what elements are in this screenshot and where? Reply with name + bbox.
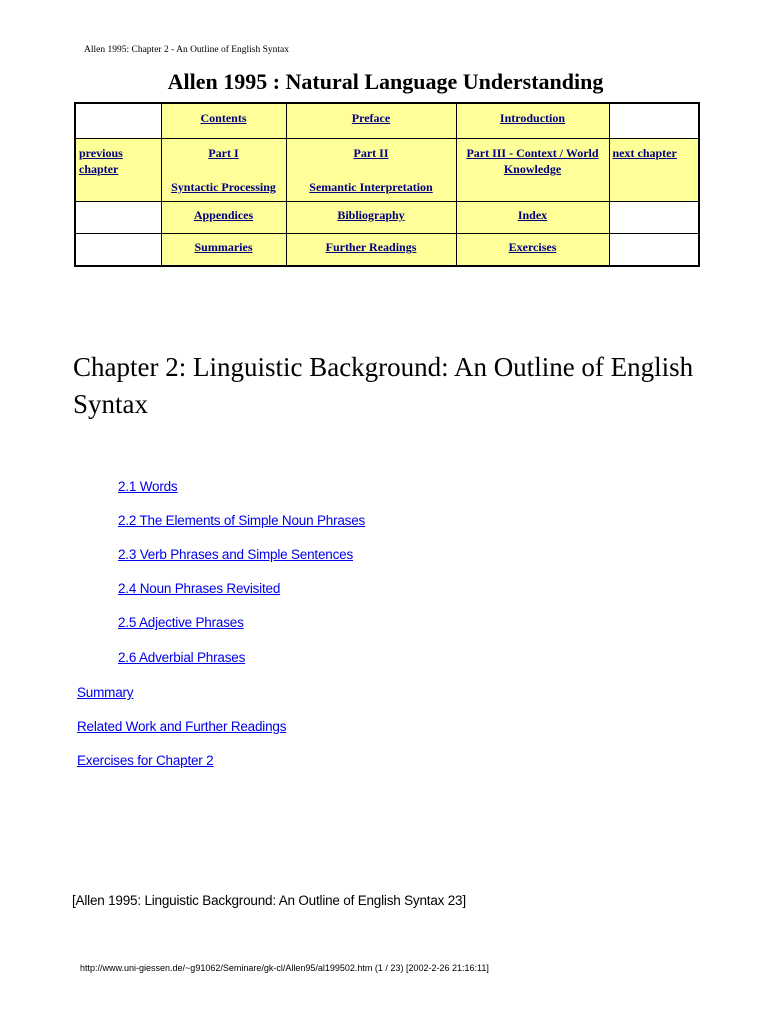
toc-link-adjective-phrases[interactable]: 2.5 Adjective Phrases	[118, 615, 244, 630]
previous-chapter-link[interactable]: previous chapter	[79, 146, 123, 176]
toc-link-noun-phrases[interactable]: 2.2 The Elements of Simple Noun Phrases	[118, 513, 366, 528]
semantic-interpretation-link[interactable]: Semantic Interpretation	[309, 180, 433, 194]
nav-cell-contents	[161, 103, 286, 139]
nav-cell-part3	[456, 139, 609, 202]
syntactic-processing-link[interactable]: Syntactic Processing	[171, 180, 276, 194]
part2-link[interactable]: Part II	[353, 146, 389, 160]
nav-empty-cell	[609, 234, 699, 267]
preface-link[interactable]: Preface	[351, 111, 391, 125]
toc-link-summary[interactable]: Summary	[77, 685, 134, 700]
next-chapter-link[interactable]: next chapter	[612, 146, 677, 160]
nav-empty-cell	[609, 202, 699, 234]
introduction-link[interactable]: Introduction	[499, 111, 566, 125]
toc-link-words[interactable]: 2.1 Words	[118, 479, 178, 494]
index-link[interactable]: Index	[517, 208, 548, 222]
navigation-table	[74, 102, 700, 267]
toc-link-noun-phrases-revisited[interactable]: 2.4 Noun Phrases Revisited	[118, 581, 281, 596]
nav-cell-introduction	[456, 103, 609, 139]
further-readings-link[interactable]: Further Readings	[325, 240, 417, 254]
part1-link[interactable]: Part I	[208, 146, 239, 160]
nav-cell-index	[456, 202, 609, 234]
page-citation: [Allen 1995: Linguistic Background: An Outline of English Syntax 23]	[72, 893, 466, 908]
chapter-title: Chapter 2: Linguistic Background: An Outline of English Syntax	[73, 352, 694, 419]
toc-link-exercises[interactable]: Exercises for Chapter 2	[77, 753, 214, 768]
nav-cell-further-readings	[286, 234, 456, 267]
nav-empty-cell	[75, 103, 161, 139]
toc-link-verb-phrases[interactable]: 2.3 Verb Phrases and Simple Sentences	[118, 547, 354, 562]
exercises-link[interactable]: Exercises	[508, 240, 557, 254]
appendices-link[interactable]: Appendices	[193, 208, 254, 222]
nav-cell-part1	[161, 139, 286, 202]
nav-empty-cell	[75, 234, 161, 267]
nav-empty-cell	[75, 202, 161, 234]
nav-cell-summaries	[161, 234, 286, 267]
bibliography-link[interactable]: Bibliography	[337, 208, 405, 222]
nav-cell-bibliography	[286, 202, 456, 234]
running-head: Allen 1995: Chapter 2 - An Outline of English Syntax	[84, 45, 290, 55]
toc-link-adverbial-phrases[interactable]: 2.6 Adverbial Phrases	[118, 650, 246, 665]
footer-url: http://www.uni-giessen.de/~g91062/Seminare/gk-cl/Allen95/al199502.htm (1 / 23) [2002-2-26 21:16:11]	[80, 963, 489, 973]
nav-cell-appendices	[161, 202, 286, 234]
nav-cell-next	[609, 139, 699, 202]
contents-link[interactable]: Contents	[200, 111, 247, 125]
nav-cell-previous	[75, 139, 161, 202]
toc-link-related-work[interactable]: Related Work and Further Readings	[77, 719, 287, 734]
book-title: Allen 1995 : Natural Language Understanding	[167, 69, 604, 94]
nav-cell-part2	[286, 139, 456, 202]
nav-empty-cell	[609, 103, 699, 139]
summaries-link[interactable]: Summaries	[194, 240, 253, 254]
nav-cell-exercises	[456, 234, 609, 267]
nav-cell-preface	[286, 103, 456, 139]
part3-link[interactable]: Part III - Context / World Knowledge	[466, 146, 599, 176]
